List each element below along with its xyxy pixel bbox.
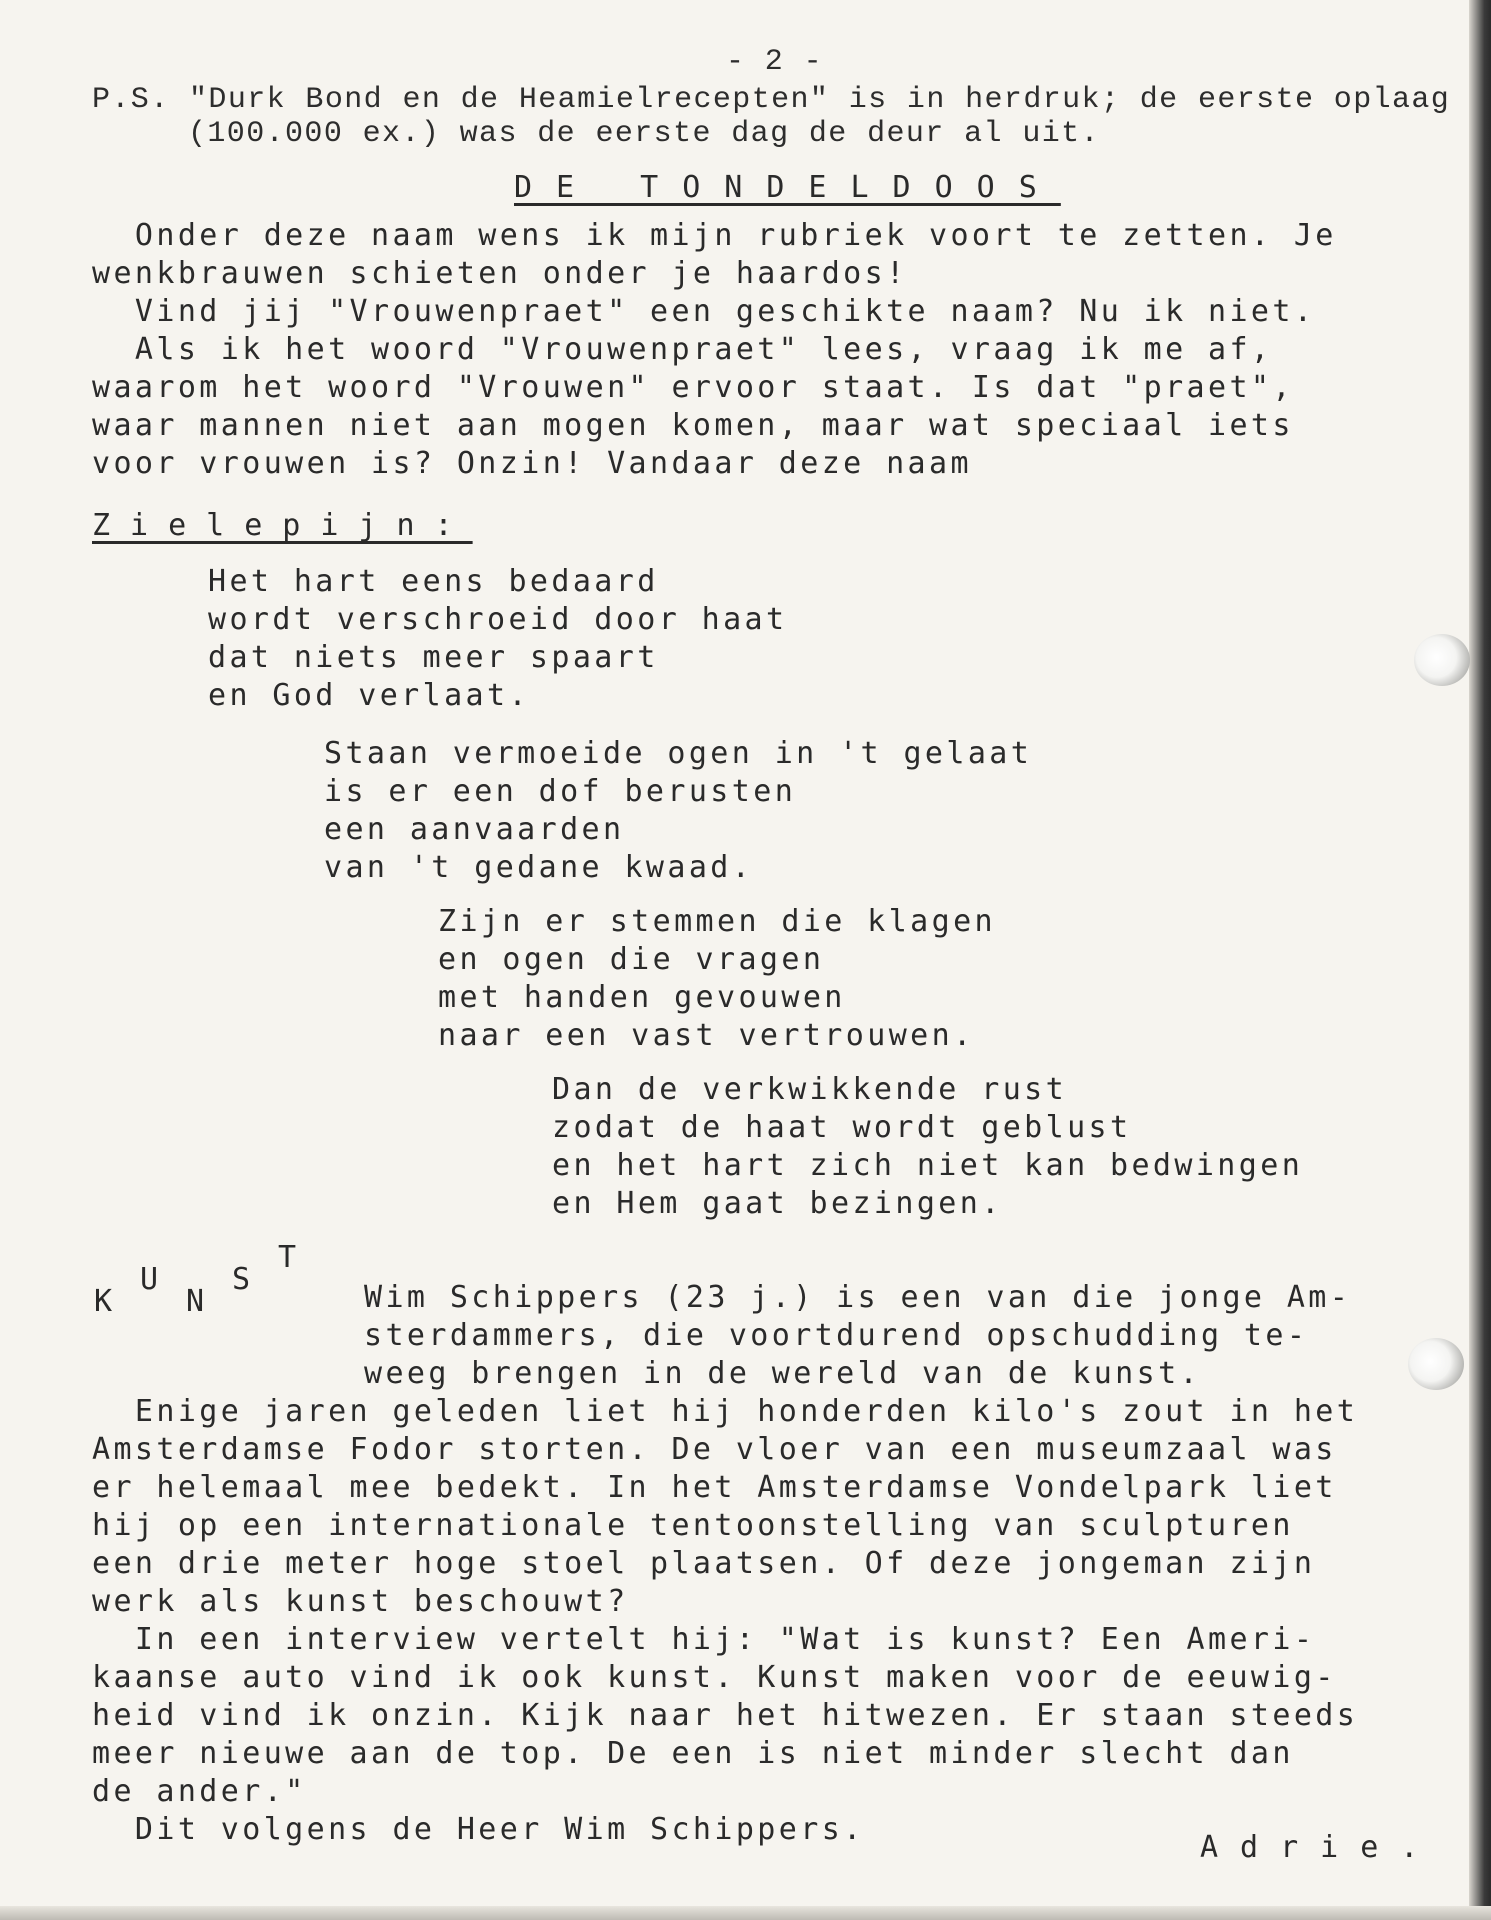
kunst-heading-letter: N	[186, 1284, 205, 1319]
intro-line: waarom het woord "Vrouwen" ervoor staat. Is dat "praet",	[92, 370, 1294, 405]
kunst-body-line: kaanse auto vind ik ook kunst. Kunst maken voor de eeuwig-	[92, 1660, 1337, 1695]
intro-line: Als ik het woord "Vrouwenpraet" lees, vraag ik me af,	[92, 332, 1273, 367]
kunst-body-line: Amsterdamse Fodor storten. De vloer van een museumzaal was	[92, 1432, 1337, 1467]
kunst-body-line: er helemaal mee bedekt. In het Amsterdamse Vondelpark liet	[92, 1470, 1337, 1505]
intro-line: wenkbrauwen schieten onder je haardos!	[92, 256, 908, 291]
author-signature: Adrie.	[1200, 1830, 1441, 1865]
kunst-body-line: Enige jaren geleden liet hij honderden kilo's zout in het	[92, 1394, 1359, 1429]
ps-line-1: P.S. "Durk Bond en de Heamielrecepten" is in herdruk; de eerste oplaag	[92, 83, 1451, 117]
poem-line: van 't gedane kwaad.	[324, 850, 754, 885]
intro-line: Onder deze naam wens ik mijn rubriek voort te zetten. Je	[92, 218, 1337, 253]
section-title: DE TONDELDOOS	[514, 170, 1061, 205]
page-bottom-edge	[0, 1906, 1491, 1920]
page-edge-shadow	[1469, 0, 1491, 1920]
poem-line: en ogen die vragen	[438, 942, 825, 977]
poem-line: naar een vast vertrouwen.	[438, 1018, 975, 1053]
kunst-heading-letter: U	[140, 1262, 159, 1297]
poem-line: dat niets meer spaart	[208, 640, 659, 675]
poem-line: Zijn er stemmen die klagen	[438, 904, 996, 939]
punch-hole-bottom	[1408, 1338, 1464, 1390]
kunst-lead-line: Wim Schippers (23 j.) is een van die jonge Am-	[364, 1280, 1352, 1315]
kunst-body-line: Dit volgens de Heer Wim Schippers.	[92, 1812, 865, 1847]
kunst-lead-line: weeg brengen in de wereld van de kunst.	[364, 1356, 1201, 1391]
kunst-body-line: de ander."	[92, 1774, 307, 1809]
page-number: - 2 -	[726, 45, 824, 79]
poem-line: met handen gevouwen	[438, 980, 846, 1015]
kunst-body-line: In een interview vertelt hij: "Wat is kunst? Een Ameri-	[92, 1622, 1316, 1657]
kunst-body-line: hij op een internationale tentoonstelling van sculpturen	[92, 1508, 1294, 1543]
poem-line: een aanvaarden	[324, 812, 625, 847]
kunst-body-line: heid vind ik onzin. Kijk naar het hitwezen. Er staan steeds	[92, 1698, 1359, 1733]
intro-line: waar mannen niet aan mogen komen, maar wat speciaal iets	[92, 408, 1294, 443]
poem-line: Dan de verkwikkende rust	[552, 1072, 1068, 1107]
kunst-body-line: een drie meter hoge stoel plaatsen. Of deze jongeman zijn	[92, 1546, 1316, 1581]
poem-line: Het hart eens bedaard	[208, 564, 659, 599]
kunst-body-line: werk als kunst beschouwt?	[92, 1584, 629, 1619]
poem-line: en God verlaat.	[208, 678, 530, 713]
intro-line: Vind jij "Vrouwenpraet" een geschikte naam? Nu ik niet.	[92, 294, 1316, 329]
kunst-heading-letter: S	[232, 1262, 251, 1297]
kunst-heading-letter: K	[94, 1284, 113, 1319]
kunst-lead-line: sterdammers, die voortdurend opschudding te-	[364, 1318, 1309, 1353]
poem-line: zodat de haat wordt geblust	[552, 1110, 1132, 1145]
kunst-heading-letter: T	[278, 1240, 297, 1275]
ps-line-2: (100.000 ex.) was de eerste dag de deur al uit.	[188, 117, 1100, 151]
poem-title: Zielepijn:	[92, 508, 473, 543]
intro-line: voor vrouwen is? Onzin! Vandaar deze naam	[92, 446, 972, 481]
punch-hole-top	[1414, 634, 1470, 686]
poem-line: en Hem gaat bezingen.	[552, 1186, 1003, 1221]
poem-line: en het hart zich niet kan bedwingen	[552, 1148, 1304, 1183]
kunst-body-line: meer nieuwe aan de top. De een is niet minder slecht dan	[92, 1736, 1294, 1771]
poem-line: wordt verschroeid door haat	[208, 602, 788, 637]
poem-line: Staan vermoeide ogen in 't gelaat	[324, 736, 1033, 771]
poem-line: is er een dof berusten	[324, 774, 797, 809]
